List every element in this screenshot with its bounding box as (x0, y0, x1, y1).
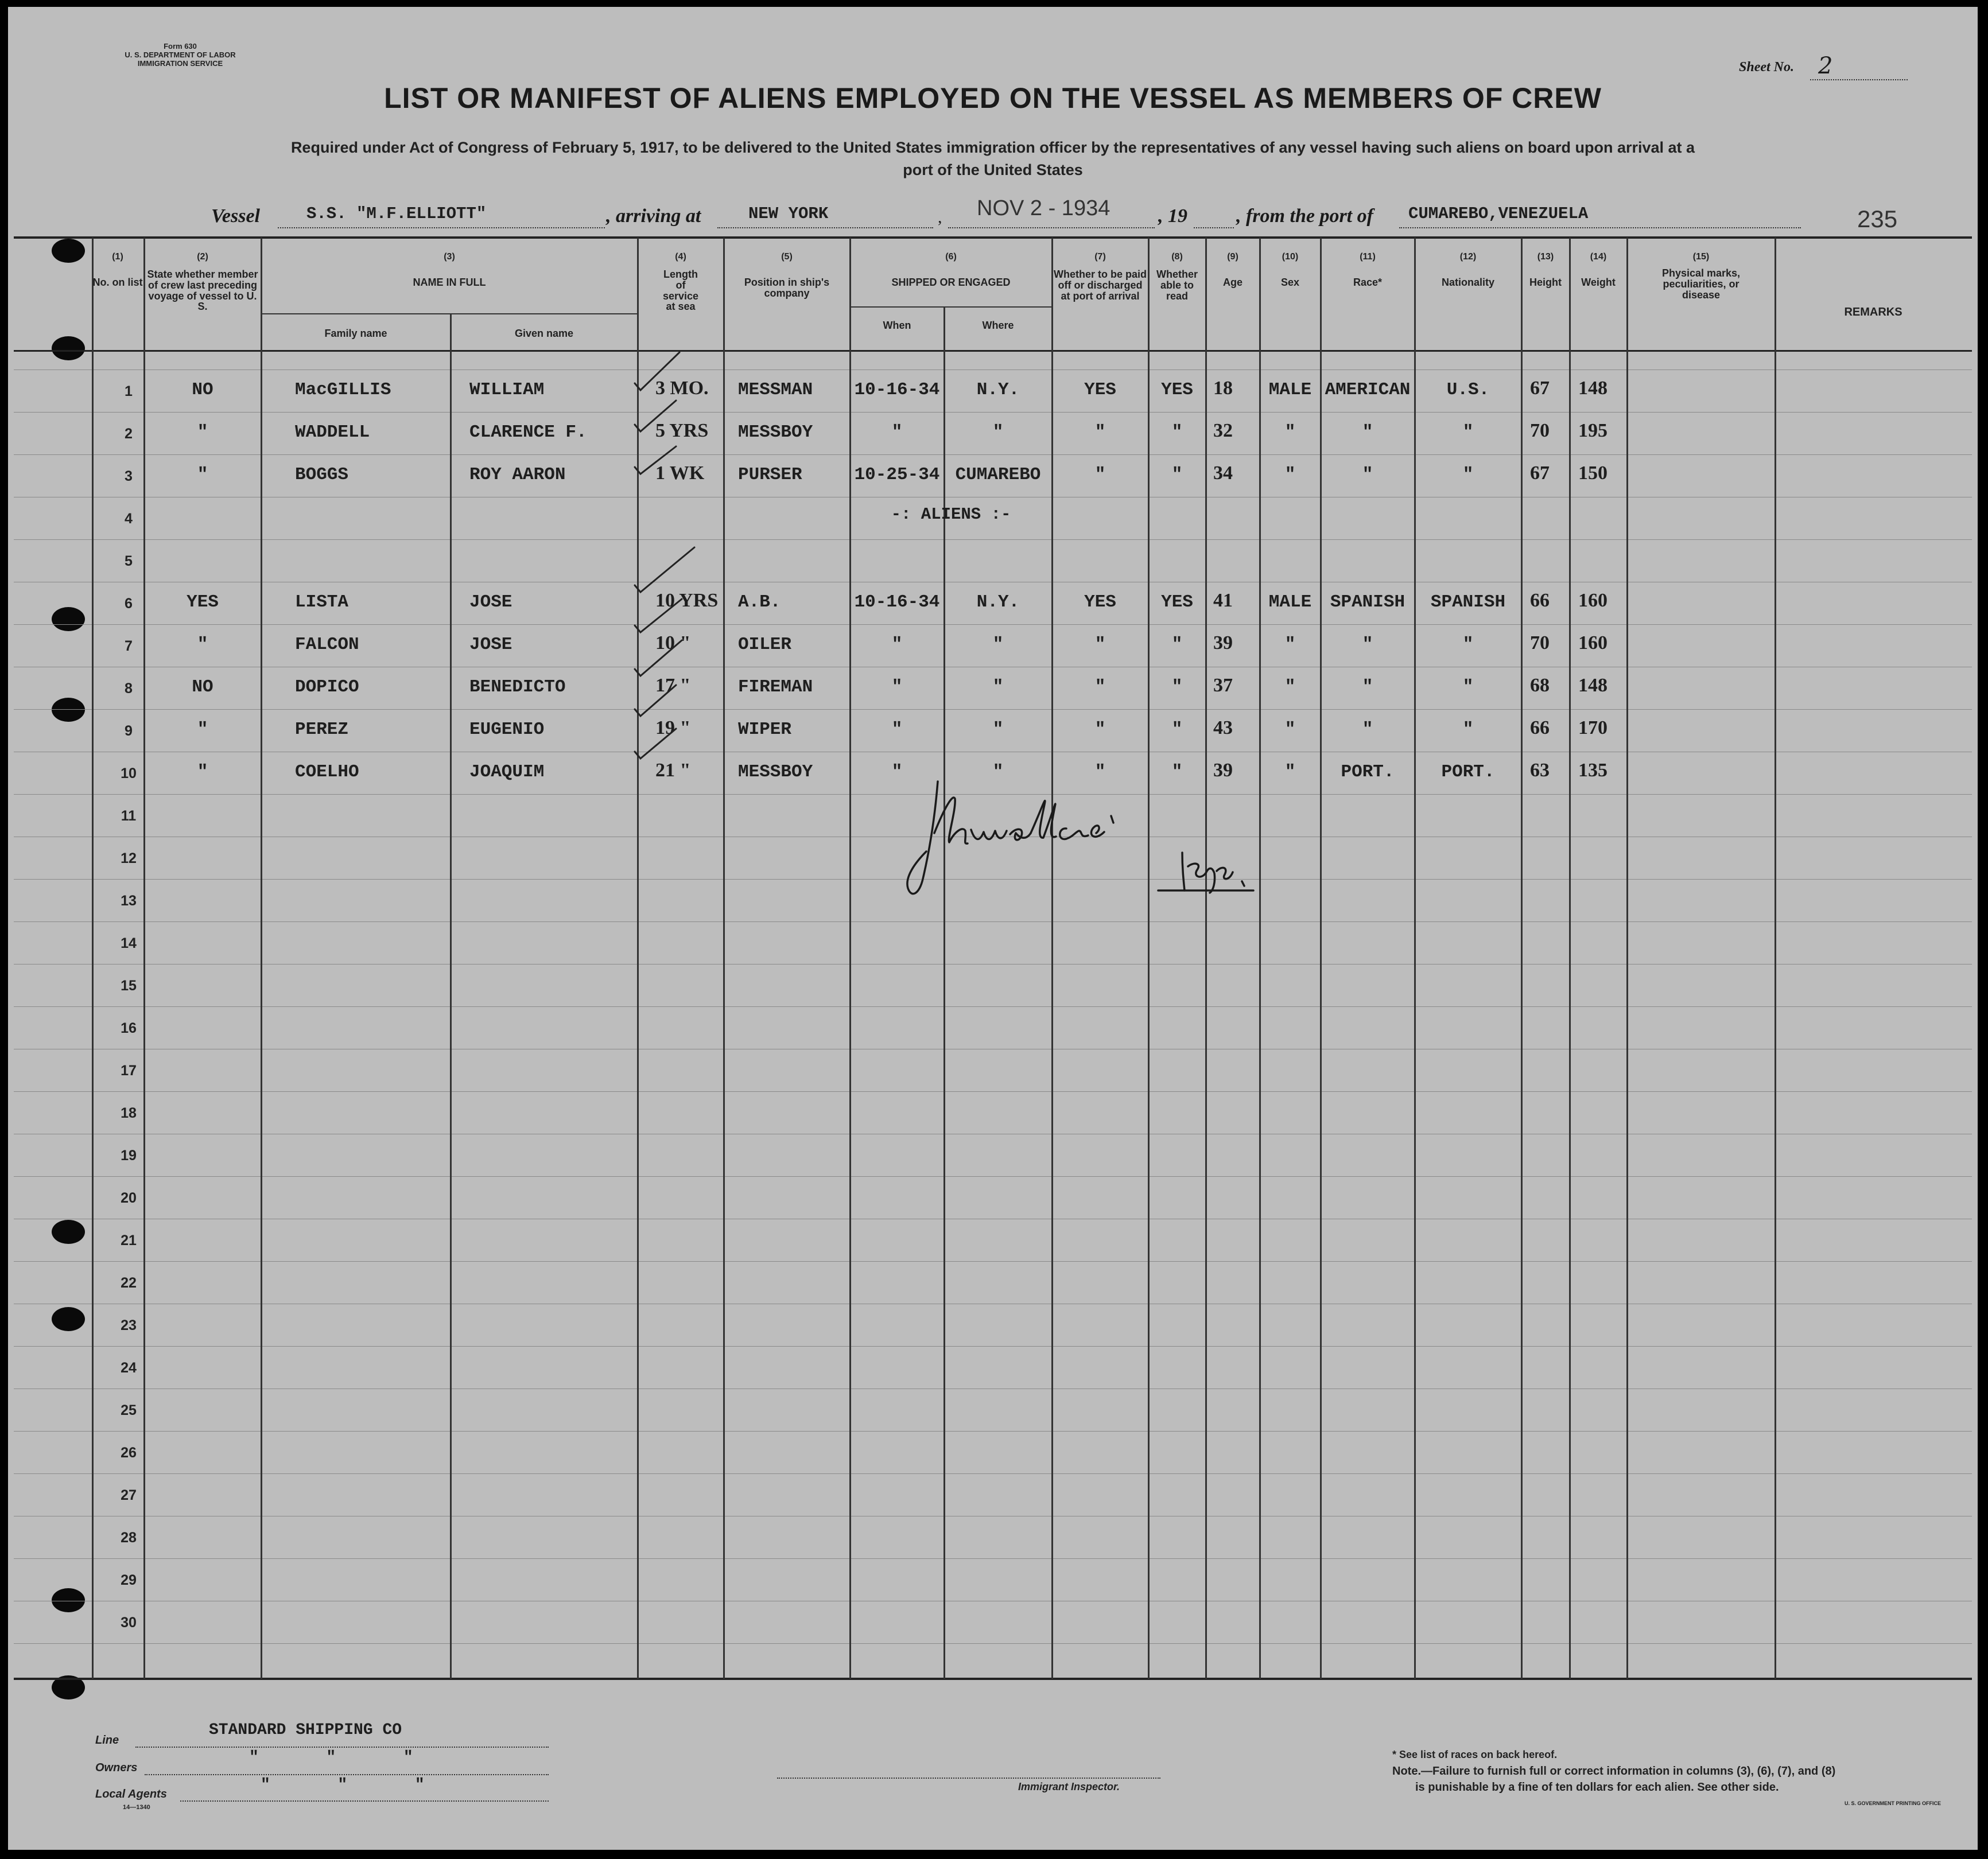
col-title: Length of service at sea (662, 268, 699, 313)
row-number: 14 (121, 935, 137, 951)
col-header-remarks: REMARKS (1844, 306, 1902, 318)
punch-hole (52, 1307, 85, 1331)
col-divider (849, 238, 851, 1679)
punch-hole (52, 336, 85, 360)
subtitle-line-2: port of the United States (903, 161, 1083, 179)
cell-read: " (1171, 677, 1183, 697)
col-header-age (1206, 252, 1259, 288)
year-label: , 19 (1158, 205, 1187, 227)
punch-hole (52, 698, 85, 722)
cell-race: " (1362, 677, 1373, 697)
cell-sex: " (1284, 422, 1296, 442)
inspector-field (777, 1769, 1160, 1779)
col-header-voyage (145, 252, 261, 312)
subtitle-line-1: Required under Act of Congress of February 5, 1917, to be delivered to the United States immigration officer by the representatives of any vessel having such aliens on board upon arrival at a (290, 139, 1695, 156)
row-number: 22 (121, 1275, 137, 1291)
arriving-port: NEW YORK (748, 204, 829, 223)
print-code: 14—1340 (123, 1804, 150, 1811)
cell-position: PURSER (738, 465, 802, 485)
line-value: STANDARD SHIPPING CO (209, 1721, 402, 1739)
cell-race: " (1362, 720, 1373, 740)
cell-family: DOPICO (295, 677, 359, 697)
sheet-label: Sheet No. (1739, 60, 1794, 75)
cell-voyage: YES (187, 592, 219, 612)
col-header-family: Family name (324, 328, 387, 339)
check-mark (635, 547, 694, 592)
cell-weight: 148 (1578, 675, 1608, 696)
local-agents-value: " " " (261, 1776, 425, 1794)
check-mark (635, 729, 676, 759)
row-rule (14, 1261, 1972, 1262)
row-rule (14, 709, 1972, 710)
col-num: (1) (112, 252, 123, 262)
col-header-nationality (1415, 252, 1521, 288)
check-marks (628, 334, 737, 793)
col-divider (1205, 238, 1207, 1679)
col-divider (1414, 238, 1416, 1679)
col-divider (1626, 238, 1628, 1679)
vessel-name: S.S. "M.F.ELLIOTT" (306, 204, 487, 223)
cell-position: OILER (738, 635, 792, 655)
cell-weight: 135 (1578, 760, 1608, 781)
col-num: (5) (781, 252, 793, 262)
row-number: 15 (121, 978, 137, 994)
check-mark (635, 685, 676, 716)
cell-given: ROY AARON (469, 465, 566, 485)
cell-service: 19 " (655, 717, 691, 738)
cell-paid-off: " (1094, 677, 1106, 697)
row-number: 4 (125, 511, 133, 527)
cell-voyage: " (197, 465, 208, 485)
manifest-sheet (8, 7, 1978, 1850)
col-num: (13) (1537, 252, 1554, 262)
row-number: 6 (125, 596, 133, 612)
cell-given: EUGENIO (469, 720, 545, 740)
cell-where: " (992, 635, 1004, 655)
punch-hole (52, 1588, 85, 1612)
penalty-note-1: Note.—Failure to furnish full or correct information in columns (3), (6), (7), and (8) (1392, 1765, 1836, 1778)
cell-when: " (891, 720, 903, 740)
cell-service: 3 MO. (655, 378, 709, 399)
row-number: 27 (121, 1487, 137, 1503)
cell-family: LISTA (295, 592, 349, 612)
row-number: 12 (121, 850, 137, 866)
col-title: Whether able to read (1156, 268, 1198, 302)
cell-paid-off: " (1094, 720, 1106, 740)
cell-where: " (992, 762, 1004, 782)
cell-position: FIREMAN (738, 677, 813, 697)
cell-given: BENEDICTO (469, 677, 566, 697)
cell-weight: 160 (1578, 590, 1608, 611)
cell-given: JOSE (469, 635, 512, 655)
cell-where: " (992, 677, 1004, 697)
cell-nationality: PORT. (1441, 762, 1495, 782)
col-header-weight (1570, 252, 1626, 288)
col-title: SHIPPED OR ENGAGED (891, 276, 1011, 288)
col-header-read (1149, 252, 1205, 301)
row-rule (14, 1176, 1972, 1177)
cell-sex: " (1284, 720, 1296, 740)
cell-position: MESSMAN (738, 380, 813, 400)
sheet-number: 2 (1818, 53, 1833, 79)
cell-read: " (1171, 635, 1183, 655)
col-header-shipped (851, 252, 1051, 288)
cell-when: " (891, 422, 903, 442)
cell-family: PEREZ (295, 720, 349, 740)
row-number: 16 (121, 1020, 137, 1036)
col-header-where: Where (982, 320, 1014, 331)
row-number: 17 (121, 1063, 137, 1079)
col-num: (3) (444, 252, 455, 262)
row-number: 3 (125, 468, 133, 484)
punch-hole (52, 1220, 85, 1244)
cell-race: PORT. (1341, 762, 1395, 782)
cell-nationality: U.S. (1446, 380, 1490, 400)
check-mark (635, 400, 676, 431)
printer-mark: U. S. GOVERNMENT PRINTING OFFICE (1845, 1800, 1942, 1806)
cell-nationality: " (1462, 635, 1474, 655)
punch-hole (52, 607, 85, 631)
row-number: 5 (125, 553, 133, 569)
cell-paid-off: " (1094, 635, 1106, 655)
row-rule (14, 1473, 1972, 1474)
col-header-height (1522, 252, 1569, 288)
local-agents-label: Local Agents (95, 1788, 167, 1800)
aliens-divider: -: ALIENS :- (891, 505, 1011, 524)
cell-where: " (992, 720, 1004, 740)
cell-age: 18 (1213, 378, 1233, 399)
cell-family: COELHO (295, 762, 359, 782)
cell-read: " (1171, 422, 1183, 442)
cell-when: " (891, 762, 903, 782)
col-num: (12) (1459, 252, 1477, 262)
col-header-physical (1628, 252, 1775, 300)
col-num: (10) (1282, 252, 1299, 262)
cell-race: " (1362, 422, 1373, 442)
table-header-rule (14, 350, 1972, 352)
owners-label: Owners (95, 1761, 138, 1774)
cell-read: " (1171, 465, 1183, 485)
row-number: 29 (121, 1572, 137, 1588)
row-number: 21 (121, 1232, 137, 1249)
comma: , (938, 208, 942, 227)
cell-family: FALCON (295, 635, 359, 655)
races-note: * See list of races on back hereof. (1392, 1749, 1558, 1760)
cell-given: CLARENCE F. (469, 422, 587, 442)
col-divider (1259, 238, 1261, 1679)
cell-paid-off: " (1094, 422, 1106, 442)
cell-sex: " (1284, 677, 1296, 697)
manifest-subtitle (8, 137, 1978, 181)
cell-voyage: NO (192, 677, 213, 697)
cell-sex: " (1284, 762, 1296, 782)
cell-height: 70 (1530, 420, 1550, 441)
department-name: U. S. DEPARTMENT OF LABOR (125, 50, 236, 59)
col-title: Position in ship's company (744, 276, 830, 299)
table-bottom-rule (14, 1678, 1972, 1680)
cell-nationality: " (1462, 720, 1474, 740)
col-header-sex (1260, 252, 1320, 288)
col-num: (4) (675, 252, 686, 262)
row-number: 2 (125, 426, 133, 442)
form-number: Form 630 (164, 42, 197, 50)
col-num: (14) (1590, 252, 1607, 262)
sheet-no-field (1810, 53, 1908, 80)
cell-position: WIPER (738, 720, 792, 740)
cell-service: 10 YRS (655, 590, 719, 611)
col-title: Physical marks, peculiarities, or disease (1661, 267, 1741, 301)
owners-value: " " " (249, 1749, 413, 1767)
cell-age: 43 (1213, 717, 1233, 738)
col-title: Sex (1280, 276, 1300, 288)
cell-read: " (1171, 720, 1183, 740)
form-department-block (106, 42, 255, 68)
col-divider (1051, 238, 1053, 1679)
cell-height: 70 (1530, 632, 1550, 654)
check-mark (635, 599, 682, 632)
cell-height: 68 (1530, 675, 1550, 696)
name-header-rule (262, 313, 637, 314)
cell-race: AMERICAN (1325, 380, 1411, 400)
col-divider (450, 314, 452, 1679)
col-title: State whether member of crew last preceding voyage of vessel to U. S. (147, 268, 258, 313)
cell-voyage: " (197, 762, 208, 782)
row-number: 9 (125, 723, 133, 739)
col-num: (6) (945, 252, 957, 262)
row-rule (14, 412, 1972, 413)
year-field (1194, 216, 1234, 228)
cell-age: 32 (1213, 420, 1233, 441)
col-divider (1569, 238, 1571, 1679)
cell-paid-off: " (1094, 762, 1106, 782)
col-header-name (262, 252, 637, 288)
inspector-signature (903, 776, 1305, 913)
col-num: (11) (1360, 252, 1376, 262)
cell-position: MESSBOY (738, 762, 813, 782)
row-number: 8 (125, 680, 133, 697)
col-title: Height (1529, 276, 1562, 288)
cell-family: BOGGS (295, 465, 349, 485)
cell-service: 17 " (655, 675, 691, 696)
row-rule (14, 1431, 1972, 1432)
penalty-note-2: is punishable by a fine of ten dollars for each alien. See other side. (1415, 1781, 1779, 1794)
cell-voyage: " (197, 720, 208, 740)
check-mark (635, 352, 680, 390)
col-num: (8) (1171, 252, 1183, 262)
cell-service: 5 YRS (655, 420, 709, 441)
arriving-label: , arriving at (606, 205, 701, 227)
cell-where: N.Y. (976, 380, 1020, 400)
table-top-rule (14, 236, 1972, 239)
cell-family: WADDELL (295, 422, 370, 442)
check-mark (635, 640, 682, 676)
cell-height: 66 (1530, 590, 1550, 611)
cell-when: 10-16-34 (854, 592, 940, 612)
from-port: CUMAREBO,VENEZUELA (1408, 204, 1589, 223)
row-number: 7 (125, 638, 133, 654)
cell-when: " (891, 677, 903, 697)
cell-read: " (1171, 762, 1183, 782)
row-rule (14, 1346, 1972, 1347)
cell-service: 10 " (655, 632, 691, 654)
row-number: 26 (121, 1445, 137, 1461)
cell-race: " (1362, 635, 1373, 655)
cell-height: 67 (1530, 378, 1550, 399)
cell-service: 21 " (655, 760, 691, 781)
cell-where: N.Y. (976, 592, 1020, 612)
manifest-title: LIST OR MANIFEST OF ALIENS EMPLOYED ON THE VESSEL AS MEMBERS OF CREW (384, 82, 1602, 114)
col-title: Race* (1353, 276, 1383, 288)
cell-position: A.B. (738, 592, 781, 612)
col-divider (143, 238, 145, 1679)
cell-age: 39 (1213, 760, 1233, 781)
col-divider (92, 238, 94, 1679)
cell-paid-off: " (1094, 465, 1106, 485)
row-rule (14, 1091, 1972, 1092)
row-number: 24 (121, 1360, 137, 1376)
cell-age: 39 (1213, 632, 1233, 654)
col-header-when: When (883, 320, 911, 331)
col-title: Weight (1581, 276, 1616, 288)
row-number: 18 (121, 1105, 137, 1121)
cell-weight: 148 (1578, 378, 1608, 399)
row-number: 28 (121, 1530, 137, 1546)
row-number: 25 (121, 1402, 137, 1418)
cell-position: MESSBOY (738, 422, 813, 442)
cell-age: 34 (1213, 462, 1233, 484)
row-rule (14, 1643, 1972, 1644)
cell-when: 10-25-34 (854, 465, 940, 485)
cell-voyage: " (197, 422, 208, 442)
row-number: 30 (121, 1615, 137, 1631)
cell-nationality: " (1462, 465, 1474, 485)
col-title: Nationality (1441, 276, 1494, 288)
cell-weight: 160 (1578, 632, 1608, 654)
col-header-race (1321, 252, 1414, 288)
row-number: 10 (121, 765, 137, 781)
shipped-header-rule (851, 306, 1051, 308)
col-num: (7) (1094, 252, 1106, 262)
row-rule (14, 454, 1972, 455)
cell-nationality: " (1462, 422, 1474, 442)
row-number: 13 (121, 893, 137, 909)
cell-height: 67 (1530, 462, 1550, 484)
arrival-date-stamp: NOV 2 - 1934 (977, 196, 1111, 220)
cell-sex: MALE (1268, 592, 1312, 612)
col-num: (9) (1227, 252, 1238, 262)
cell-when: " (891, 635, 903, 655)
col-header-position (724, 252, 849, 299)
cell-sex: MALE (1268, 380, 1312, 400)
col-title: Whether to be paid off or discharged at port of arrival (1054, 268, 1147, 302)
cell-paid-off: YES (1084, 592, 1116, 612)
col-num: (15) (1692, 252, 1710, 262)
cell-height: 63 (1530, 760, 1550, 781)
col-header-paid-off (1053, 252, 1148, 301)
cell-read: YES (1161, 592, 1193, 612)
row-number: 23 (121, 1317, 137, 1333)
cell-given: JOAQUIM (469, 762, 545, 782)
cell-where: CUMAREBO (955, 465, 1041, 485)
stamp-number: 235 (1857, 205, 1898, 232)
punch-hole (52, 239, 85, 263)
cell-given: WILLIAM (469, 380, 545, 400)
cell-read: YES (1161, 380, 1193, 400)
cell-when: 10-16-34 (854, 380, 940, 400)
service-name: IMMIGRATION SERVICE (137, 59, 223, 68)
cell-nationality: " (1462, 677, 1474, 697)
cell-where: " (992, 422, 1004, 442)
col-title: No. on list (92, 276, 143, 288)
cell-voyage: " (197, 635, 208, 655)
col-header-service (638, 252, 723, 312)
row-number: 1 (125, 383, 133, 399)
col-title: Age (1222, 276, 1242, 288)
col-divider (1320, 238, 1322, 1679)
col-num: (2) (197, 252, 208, 262)
cell-height: 66 (1530, 717, 1550, 738)
cell-sex: " (1284, 635, 1296, 655)
row-rule (14, 624, 1972, 625)
line-label: Line (95, 1734, 119, 1747)
row-number: 11 (121, 808, 137, 824)
row-rule (14, 1006, 1972, 1007)
cell-given: JOSE (469, 592, 512, 612)
row-rule (14, 1558, 1972, 1559)
col-divider (1148, 238, 1150, 1679)
col-title: NAME IN FULL (413, 276, 486, 288)
col-header-no (92, 252, 143, 288)
col-divider (1775, 238, 1776, 1679)
cell-weight: 195 (1578, 420, 1608, 441)
row-rule (14, 921, 1972, 922)
from-port-label: , from the port of (1236, 205, 1373, 227)
cell-paid-off: YES (1084, 380, 1116, 400)
inspector-label: Immigrant Inspector. (1018, 1781, 1120, 1792)
row-rule (14, 539, 1972, 540)
cell-race: " (1362, 465, 1373, 485)
col-divider (261, 238, 262, 1679)
cell-sex: " (1284, 465, 1296, 485)
row-number: 19 (121, 1148, 137, 1164)
check-mark (635, 446, 676, 474)
cell-weight: 150 (1578, 462, 1608, 484)
row-number: 20 (121, 1190, 137, 1206)
vessel-label: Vessel (211, 205, 260, 227)
col-divider (1521, 238, 1523, 1679)
cell-service: 1 WK (655, 462, 705, 484)
cell-voyage: NO (192, 380, 213, 400)
col-header-given: Given name (514, 328, 574, 339)
cell-nationality: SPANISH (1430, 592, 1506, 612)
cell-age: 41 (1213, 590, 1233, 611)
cell-race: SPANISH (1330, 592, 1405, 612)
cell-family: MacGILLIS (295, 380, 391, 400)
cell-weight: 170 (1578, 717, 1608, 738)
cell-age: 37 (1213, 675, 1233, 696)
